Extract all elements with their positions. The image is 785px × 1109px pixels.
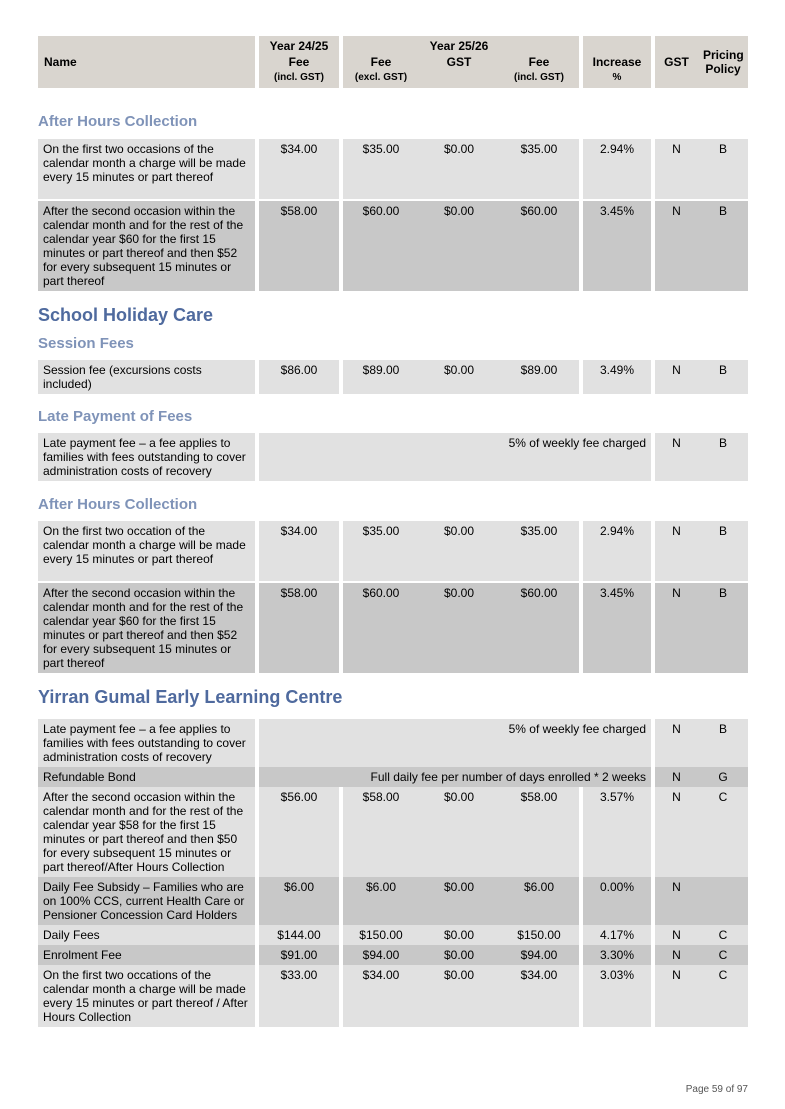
gst-flag: N (651, 925, 698, 945)
header-year-curr: Year 25/26 (429, 39, 489, 53)
session-fees-table (38, 360, 748, 394)
fee-prev: $33.00 (255, 965, 339, 1027)
fee-prev: $91.00 (255, 945, 339, 965)
pricing-policy: B (698, 521, 748, 581)
fee-table-header (38, 36, 748, 88)
page-number: Page 59 of 97 (685, 1084, 748, 1095)
fee-name: Daily Fee Subsidy – Families who are on 100% CCS, current Health Care or Pensioner Concession Card Holders (38, 877, 255, 925)
header-increase-label: Increase (592, 55, 642, 69)
fee-incl-gst: $94.00 (499, 945, 579, 965)
after-hours-collection-table (38, 139, 748, 291)
fee-excl-gst: $58.00 (339, 787, 419, 877)
fee-name: Refundable Bond (38, 767, 255, 787)
table-row (38, 767, 748, 787)
fee-incl-gst: $35.00 (499, 521, 579, 581)
header-pricing-label: Pricing (703, 48, 744, 62)
fee-increase: 4.17% (579, 925, 651, 945)
pricing-policy (698, 877, 748, 925)
fee-gst: $0.00 (419, 199, 499, 291)
column-header-gst-amount (419, 36, 499, 88)
pricing-policy: C (698, 965, 748, 1027)
fee-increase: 3.45% (579, 199, 651, 291)
fee-excl-gst: $150.00 (339, 925, 419, 945)
header-gst-label: GST (446, 55, 472, 69)
late-payment-table (38, 433, 748, 481)
pricing-policy: C (698, 925, 748, 945)
column-header-name: Name (38, 36, 255, 88)
fee-increase: 3.03% (579, 965, 651, 1027)
gst-flag: N (651, 521, 698, 581)
table-row (38, 199, 748, 291)
fee-gst: $0.00 (419, 925, 499, 945)
fee-gst: $0.00 (419, 945, 499, 965)
table-row (38, 719, 748, 767)
fee-incl-gst: $6.00 (499, 877, 579, 925)
header-incl-gst: (incl. GST) (514, 72, 564, 83)
pricing-policy: B (698, 719, 748, 767)
section-heading-session-fees: Session Fees (38, 335, 134, 352)
fee-prev: $6.00 (255, 877, 339, 925)
fee-increase: 2.94% (579, 521, 651, 581)
fee-increase: 3.49% (579, 360, 651, 394)
header-percent-label: % (612, 72, 622, 83)
table-row (38, 521, 748, 581)
fee-gst: $0.00 (419, 521, 499, 581)
section-heading-late-payment: Late Payment of Fees (38, 408, 193, 425)
fee-gst: $0.00 (419, 360, 499, 394)
fee-prev: $34.00 (255, 139, 339, 199)
fee-prev: $34.00 (255, 521, 339, 581)
fee-name: On the first two occasions of the calendar month a charge will be made every 15 minutes or part thereof (38, 139, 255, 199)
table-row (38, 139, 748, 199)
gst-flag: N (651, 787, 698, 877)
fee-name: On the first two occations of the calendar month a charge will be made every 15 minutes or part thereof / After Hours Collection (38, 965, 255, 1027)
pricing-policy: B (698, 139, 748, 199)
column-header-excl-fee (339, 36, 419, 88)
pricing-policy: B (698, 199, 748, 291)
fee-note: 5% of weekly fee charged (255, 433, 651, 481)
gst-flag: N (651, 360, 698, 394)
pricing-policy: C (698, 945, 748, 965)
fee-excl-gst: $60.00 (339, 581, 419, 673)
table-row (38, 787, 748, 877)
pricing-policy: B (698, 581, 748, 673)
gst-flag: N (651, 433, 698, 481)
fee-excl-gst: $60.00 (339, 199, 419, 291)
fee-gst: $0.00 (419, 965, 499, 1027)
column-header-pricing-policy (698, 36, 748, 88)
pricing-policy: C (698, 787, 748, 877)
gst-flag: N (651, 199, 698, 291)
fee-prev: $58.00 (255, 199, 339, 291)
fee-incl-gst: $34.00 (499, 965, 579, 1027)
fee-excl-gst: $94.00 (339, 945, 419, 965)
table-row (38, 925, 748, 945)
fee-name: Enrolment Fee (38, 945, 255, 965)
fee-excl-gst: $6.00 (339, 877, 419, 925)
header-excl-gst: (excl. GST) (354, 72, 408, 83)
table-row (38, 433, 748, 481)
fee-increase: 3.30% (579, 945, 651, 965)
fee-incl-gst: $58.00 (499, 787, 579, 877)
fee-incl-gst: $89.00 (499, 360, 579, 394)
fee-excl-gst: $35.00 (339, 139, 419, 199)
fee-gst: $0.00 (419, 139, 499, 199)
fee-gst: $0.00 (419, 787, 499, 877)
fee-name: After the second occasion within the calendar month and for the rest of the calendar year $60 for the first 15 minutes or part thereof and then $52 for every subsequent 15 minutes or part thereof (38, 199, 255, 291)
yirran-gumal-table (38, 719, 748, 1027)
fee-prev: $58.00 (255, 581, 339, 673)
fee-increase: 3.45% (579, 581, 651, 673)
column-header-incl-fee (499, 36, 579, 88)
section-heading-after-hours-collection: After Hours Collection (38, 496, 198, 513)
fee-excl-gst: $35.00 (339, 521, 419, 581)
fee-incl-gst: $60.00 (499, 199, 579, 291)
fee-name: Late payment fee – a fee applies to families with fees outstanding to cover administration costs of recovery (38, 433, 255, 481)
gst-flag: N (651, 139, 698, 199)
fee-increase: 0.00% (579, 877, 651, 925)
header-year-prev: Year 24/25 (269, 39, 329, 53)
table-row (38, 965, 748, 1027)
fee-gst: $0.00 (419, 877, 499, 925)
column-header-increase (579, 36, 651, 88)
header-fee-label: Fee (528, 55, 550, 69)
table-row (38, 877, 748, 925)
table-row (38, 945, 748, 965)
fee-increase: 3.57% (579, 787, 651, 877)
fee-name: After the second occasion within the calendar month and for the rest of the calendar year $58 for the first 15 minutes or part thereof and then $50 for every subsequent 15 minutes or part thereof/After Hours Collection (38, 787, 255, 877)
fee-gst: $0.00 (419, 581, 499, 673)
gst-flag: N (651, 767, 698, 787)
fee-incl-gst: $35.00 (499, 139, 579, 199)
header-fee-label: Fee (370, 55, 392, 69)
fee-increase: 2.94% (579, 139, 651, 199)
column-header-prev-fee (255, 36, 339, 88)
fee-name: After the second occasion within the calendar month and for the rest of the calendar year $60 for the first 15 minutes or part thereof and then $52 for every subsequent 15 minutes or part thereof (38, 581, 255, 673)
section-heading-school-holiday-care: School Holiday Care (38, 305, 214, 325)
gst-flag: N (651, 877, 698, 925)
fee-prev: $86.00 (255, 360, 339, 394)
gst-flag: N (651, 965, 698, 1027)
fee-prev: $144.00 (255, 925, 339, 945)
header-fee-label: Fee (288, 55, 310, 69)
fee-name: Session fee (excursions costs included) (38, 360, 255, 394)
header-incl-gst: (incl. GST) (274, 72, 324, 83)
fee-name: Late payment fee – a fee applies to families with fees outstanding to cover administration costs of recovery (38, 719, 255, 767)
gst-flag: N (651, 581, 698, 673)
header-policy-label: Policy (705, 62, 741, 76)
column-header-gst: GST (651, 36, 698, 88)
fee-excl-gst: $89.00 (339, 360, 419, 394)
section-heading-yirran-gumal: Yirran Gumal Early Learning Centre (38, 687, 343, 707)
section-heading-after-hours-collection: After Hours Collection (38, 113, 198, 130)
table-row (38, 360, 748, 394)
fee-incl-gst: $150.00 (499, 925, 579, 945)
pricing-policy: B (698, 360, 748, 394)
after-hours-collection-table-2 (38, 521, 748, 673)
pricing-policy: B (698, 433, 748, 481)
fee-prev: $56.00 (255, 787, 339, 877)
fee-note: 5% of weekly fee charged (255, 719, 651, 767)
fee-note: Full daily fee per number of days enrolled * 2 weeks (255, 767, 651, 787)
fee-name: On the first two occation of the calendar month a charge will be made every 15 minutes or part thereof (38, 521, 255, 581)
fee-name: Daily Fees (38, 925, 255, 945)
gst-flag: N (651, 945, 698, 965)
gst-flag: N (651, 719, 698, 767)
table-row (38, 581, 748, 673)
fee-incl-gst: $60.00 (499, 581, 579, 673)
fee-excl-gst: $34.00 (339, 965, 419, 1027)
pricing-policy: G (698, 767, 748, 787)
fee-schedule-page (38, 36, 748, 1027)
